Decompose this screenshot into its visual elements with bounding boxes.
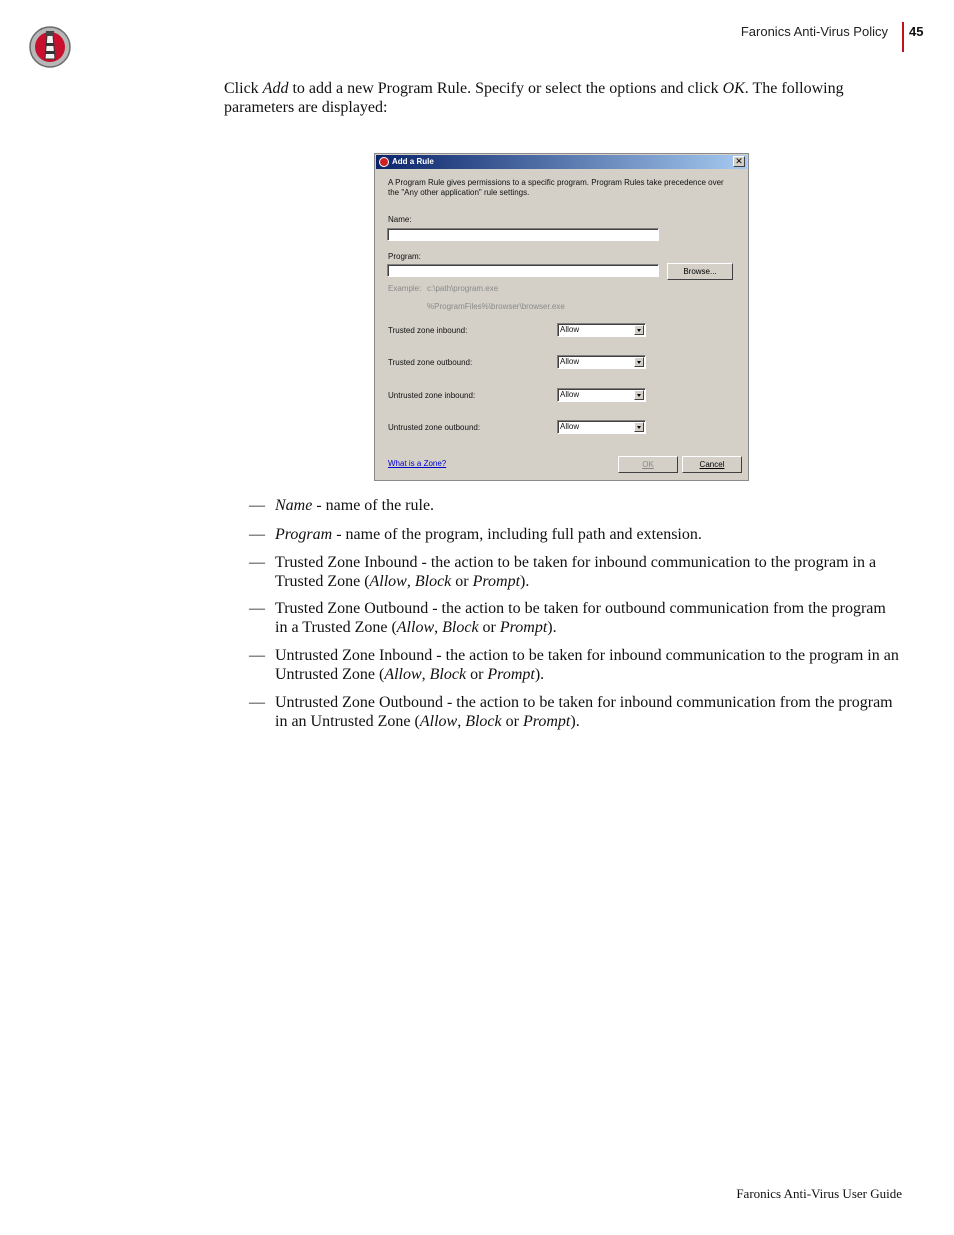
footer-title: Faronics Anti-Virus User Guide: [736, 1186, 902, 1201]
ok-term: OK: [722, 80, 745, 97]
close-icon[interactable]: ✕: [733, 156, 745, 167]
program-label: Program:: [388, 252, 421, 261]
example-path-1: c:\path\program.exe: [427, 284, 499, 293]
what-is-zone-link[interactable]: What is a Zone?: [388, 459, 447, 468]
dialog-titlebar: [376, 155, 747, 169]
example-path-2: %ProgramFiles%\browser\browser.exe: [427, 302, 565, 311]
program-input[interactable]: [387, 264, 659, 277]
untrusted-outbound-label: Untrusted zone outbound:: [388, 423, 481, 432]
chevron-down-icon[interactable]: [634, 357, 644, 367]
list-item: — Name - name of the rule.: [249, 497, 435, 514]
list-item: — Untrusted Zone Outbound - the action to be taken for inbound communication from the program in an Untrusted Zone (Allow, Block or Prompt).: [249, 694, 893, 730]
app-shield-icon: [379, 157, 389, 167]
untrusted-inbound-select[interactable]: Allow: [557, 388, 646, 402]
list-item: — Untrusted Zone Inbound - the action to be taken for inbound communication to the program in an Untrusted Zone (Allow, Block or Prompt).: [249, 647, 899, 683]
example-label: Example:: [388, 284, 422, 293]
list-item: — Trusted Zone Inbound - the action to be taken for inbound communication to the program in a Trusted Zone (Allow, Block or Prompt).: [249, 554, 877, 590]
dialog-description: A Program Rule gives permissions to a specific program. Program Rules take precedence over the "Any other application" rule settings.: [388, 178, 724, 197]
page-number: 45: [909, 24, 924, 39]
dialog-title: Add a Rule: [392, 157, 434, 166]
faronics-logo-icon: [28, 25, 72, 69]
list-item: — Program - name of the program, including full path and extension.: [249, 526, 702, 543]
ok-button[interactable]: OK: [618, 456, 678, 473]
add-term: Add: [262, 80, 289, 97]
untrusted-outbound-select[interactable]: Allow: [557, 420, 646, 434]
untrusted-inbound-label: Untrusted zone inbound:: [388, 391, 476, 400]
intro-paragraph: Click Add to add a new Program Rule. Specify or select the options and click OK. The following parameters are displayed:: [224, 80, 844, 116]
list-item: — Trusted Zone Outbound - the action to be taken for outbound communication from the program in a Trusted Zone (Allow, Block or Prompt).: [249, 600, 886, 636]
trusted-outbound-select[interactable]: Allow: [557, 355, 646, 369]
chevron-down-icon[interactable]: [634, 422, 644, 432]
name-input[interactable]: [387, 228, 659, 241]
name-label: Name:: [388, 215, 412, 224]
header-divider: [902, 22, 904, 52]
trusted-inbound-select[interactable]: Allow: [557, 323, 646, 337]
browse-button[interactable]: Browse...: [667, 263, 733, 280]
cancel-button[interactable]: Cancel: [682, 456, 742, 473]
trusted-inbound-label: Trusted zone inbound:: [388, 326, 468, 335]
trusted-outbound-label: Trusted zone outbound:: [388, 358, 473, 367]
chevron-down-icon[interactable]: [634, 325, 644, 335]
chevron-down-icon[interactable]: [634, 390, 644, 400]
add-rule-dialog: [374, 153, 749, 481]
header-title: Faronics Anti-Virus Policy: [740, 24, 888, 39]
